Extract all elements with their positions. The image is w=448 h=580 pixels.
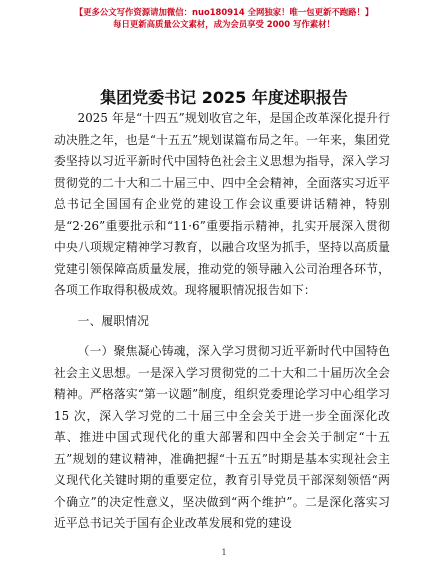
page-number: 1 bbox=[221, 548, 227, 557]
body-paragraph: （一）聚焦凝心铸魂，深入学习贯彻习近平新时代中国特色社会主义思想。一是深入学习贯彻党的二十大和二十届历次全会精神。严格落实“第一议题”制度，组织党委理论学习中心组学习 15 次，深入学习党的二十届三中全会关于进一步全面深化改革、推进中国式现代化的重大部署和四中全会关于制定“十五五”规划的建议精神，准确把握“十五五”时期是基本实现社会主义现代化关键时期的重要定位，教育引导党员干部深刻领悟“两个确立”的决定性意义，坚决做到“两个维护”。二是深化落实习近平总书记关于国有企业改革发展和党的建设 bbox=[54, 344, 390, 530]
promo-header bbox=[0, 6, 448, 30]
document-title: 集团党委书记 2025 年度述职报告 bbox=[100, 88, 348, 107]
intro-paragraph: 2025 年是“十四五”规划收官之年，是国企改革深化提升行动决胜之年，也是“十五五”规划谋篇布局之年。一年来，集团党委坚持以习近平新时代中国特色社会主义思想为指导，深入学习贯彻党的二十大和二十届三中、四中全会精神，全面落实习近平总书记全国国有企业党的建设工作会议重要讲话精神，特别是“2·26”重要批示和“11·6”重要指示精神，扎实开展深入贯彻中央八项规定精神学习教育，以融合攻坚为抓手，坚持以高质量党建引领保障高质量发展，推动党的领导融入公司治理各环节，各项工作取得积极成效。现将履职情况报告如下： bbox=[54, 111, 390, 297]
promo-line-2: 每日更新高质量公文素材，成为会员享受 2000 写作素材！ bbox=[113, 19, 335, 29]
promo-line-1: 【更多公文写作资源请加微信：nuo180914 全网独家！唯一包更新不跑路！】 bbox=[74, 7, 374, 17]
document-body bbox=[54, 108, 390, 535]
section-heading: 一、履职情况 bbox=[77, 313, 149, 328]
